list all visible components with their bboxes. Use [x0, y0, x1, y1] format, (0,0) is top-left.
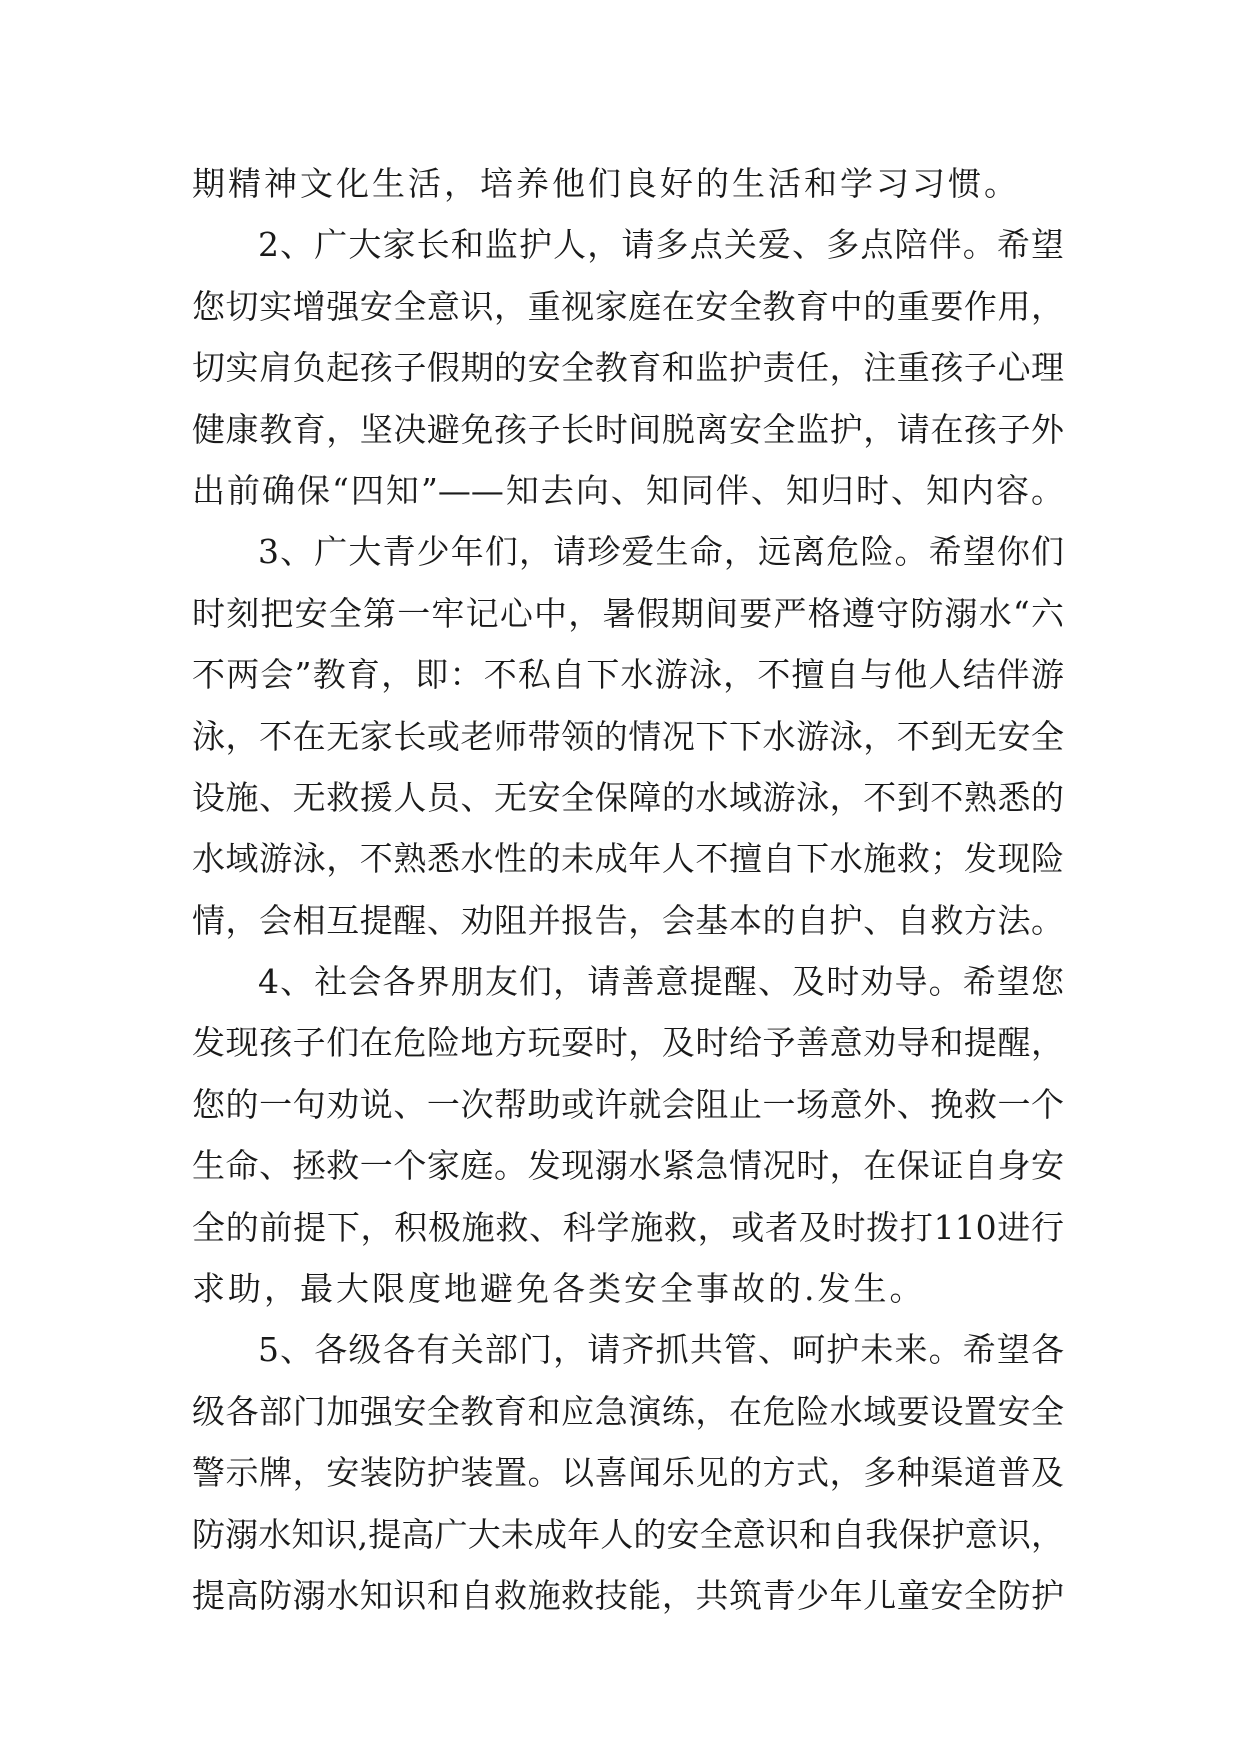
text-line: 防溺水知识,提高广大未成年人的安全意识和自我保护意识，	[192, 1514, 1064, 1554]
text-line: 级各部门加强安全教育和应急演练，在危险水域要设置安全	[192, 1391, 1064, 1431]
text-line: 切实肩负起孩子假期的安全教育和监护责任，注重孩子心理	[192, 348, 1064, 388]
text-line: 您的一句劝说、一次帮助或许就会阻止一场意外、挽救一个	[192, 1084, 1064, 1124]
text-line: 设施、无救援人员、无安全保障的水域游泳，不到不熟悉的	[192, 777, 1064, 817]
text-line: 生命、拯救一个家庭。发现溺水紧急情况时，在保证自身安	[192, 1146, 1064, 1186]
text-line: 健康教育，坚决避免孩子长时间脱离安全监护，请在孩子外	[192, 409, 1064, 449]
paragraph-4-start: 4、社会各界朋友们，请善意提醒、及时劝导。希望您	[258, 962, 1064, 1002]
text-line: 您切实增强安全意识，重视家庭在安全教育中的重要作用，	[192, 286, 1064, 326]
document-page	[192, 153, 1064, 1626]
text-line: 警示牌，安装防护装置。以喜闻乐见的方式，多种渠道普及	[192, 1453, 1064, 1493]
text-line: 提高防溺水知识和自救施救技能，共筑青少年儿童安全防护	[192, 1575, 1064, 1615]
text-line: 求助，最大限度地避免各类安全事故的.发生。	[192, 1269, 926, 1309]
text-line: 情，会相互提醒、劝阻并报告，会基本的自护、自救方法。	[192, 900, 1064, 940]
text-line: 水域游泳，不熟悉水性的未成年人不擅自下水施救；发现险	[192, 839, 1064, 879]
text-line: 期精神文化生活，培养他们良好的生活和学习习惯。	[192, 164, 1020, 203]
paragraph-2-start: 2、广大家长和监护人，请多点关爱、多点陪伴。希望	[258, 225, 1064, 265]
text-line: 全的前提下，积极施救、科学施救，或者及时拨打110进行	[192, 1207, 1064, 1247]
text-line: 发现孩子们在危险地方玩耍时，及时给予善意劝导和提醒，	[192, 1023, 1064, 1063]
paragraph-5-start: 5、各级各有关部门，请齐抓共管、呵护未来。希望各	[258, 1330, 1064, 1370]
text-line: 出前确保“四知”——知去向、知同伴、知归时、知内容。	[192, 470, 1064, 510]
text-line: 时刻把安全第一牢记心中，暑假期间要严格遵守防溺水“六	[192, 593, 1064, 633]
text-line: 不两会”教育，即：不私自下水游泳，不擅自与他人结伴游	[192, 655, 1064, 695]
paragraph-3-start: 3、广大青少年们，请珍爱生命，远离危险。希望你们	[258, 532, 1064, 572]
text-line: 泳，不在无家长或老师带领的情况下下水游泳，不到无安全	[192, 716, 1064, 756]
